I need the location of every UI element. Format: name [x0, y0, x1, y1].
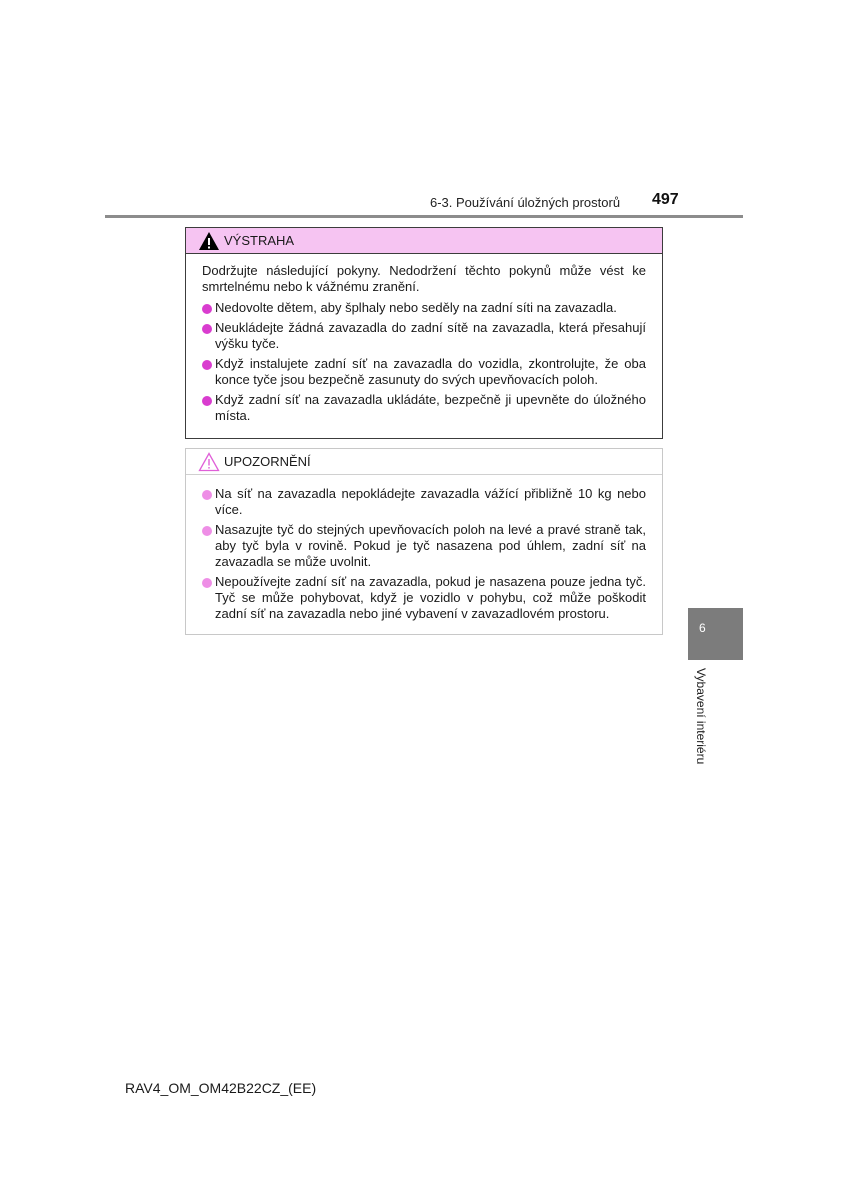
warning-item: [202, 356, 646, 388]
chapter-tab: [688, 608, 743, 660]
caution-title: UPOZORNĚNÍ: [224, 454, 311, 469]
warning-item-text: Když zadní síť na zavazadla ukládáte, bezpečně ji upevněte do úložného místa.: [215, 392, 646, 423]
caution-item: [202, 522, 646, 570]
warning-item-text: Když instalujete zadní síť na zavazadla do vozidla, zkontrolujte, že oba konce tyče jsou bezpečně zasunuty do svých upevňovacích poloh.: [215, 356, 646, 387]
warning-triangle-icon: [198, 231, 220, 251]
chapter-number: 6: [699, 621, 706, 635]
caution-item: [202, 574, 646, 622]
caution-item: [202, 486, 646, 518]
warning-box: [185, 227, 663, 439]
header-divider: [105, 215, 743, 218]
bullet-icon: [202, 490, 212, 500]
bullet-icon: [202, 396, 212, 406]
warning-body: [186, 254, 662, 424]
warning-item: [202, 392, 646, 424]
warning-header: [186, 228, 662, 254]
caution-item-text: Na síť na zavazadla nepokládejte zavazadla vážící přibližně 10 kg nebo více.: [215, 486, 646, 517]
warning-title: VÝSTRAHA: [224, 233, 295, 248]
warning-intro: Dodržujte následující pokyny. Nedodržení těchto pokynů může vést ke smrtelnému nebo k vážnému zranění.: [202, 263, 646, 294]
warning-item: [202, 320, 646, 352]
section-title: 6-3. Používání úložných prostorů: [430, 195, 621, 210]
warning-item-text: Neukládejte žádná zavazadla do zadní sítě na zavazadla, která přesahují výšku tyče.: [215, 320, 646, 351]
caution-item-text: Nepoužívejte zadní síť na zavazadla, pokud je nasazena pouze jedna tyč. Tyč se může pohybovat, když je vozidlo v pohybu, což může poškodit zadní síť na zavazadla nebo jiné vybavení v zavazadlovém prostoru.: [215, 574, 646, 621]
bullet-icon: [202, 360, 212, 370]
bullet-icon: [202, 526, 212, 536]
warning-item: [202, 300, 646, 316]
caution-box: [185, 448, 663, 635]
document-code: RAV4_OM_OM42B22CZ_(EE): [125, 1080, 317, 1096]
bullet-icon: [202, 578, 212, 588]
caution-header: [186, 449, 662, 475]
bullet-icon: [202, 304, 212, 314]
bullet-icon: [202, 324, 212, 334]
warning-item-text: Nedovolte dětem, aby šplhaly nebo seděly na zadní síti na zavazadla.: [215, 300, 617, 315]
caution-item-text: Nasazujte tyč do stejných upevňovacích poloh na levé a pravé straně tak, aby tyč byla v rovině. Pokud je tyč nasazena pod úhlem, zadní síť na zavazadla se může uvolnit.: [215, 522, 646, 569]
caution-body: [186, 475, 662, 622]
chapter-label: Vybavení interiéru: [694, 668, 708, 765]
caution-triangle-icon: [198, 452, 220, 472]
page-number: 497: [652, 191, 679, 208]
